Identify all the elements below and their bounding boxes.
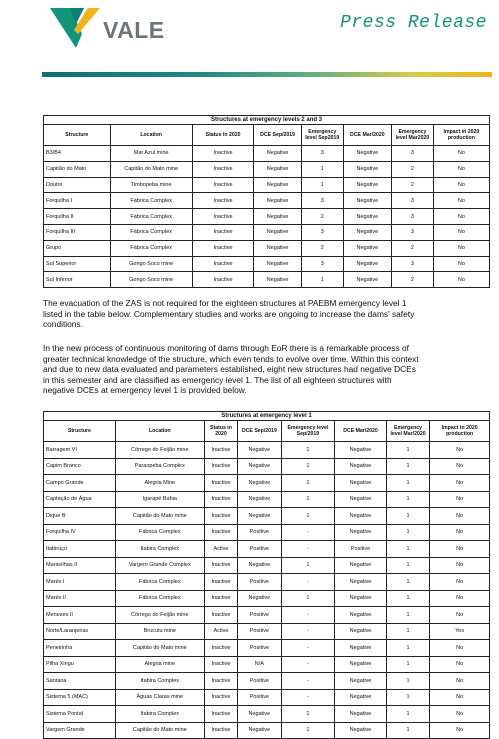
table-cell: 2 xyxy=(392,177,434,193)
table-cell: - xyxy=(281,574,335,591)
table-cell: Negative xyxy=(238,458,281,475)
table-cell: Itabiruçu xyxy=(44,541,116,558)
table-cell: - xyxy=(281,524,335,541)
table-cell: Negative xyxy=(335,442,387,459)
table-cell: Inactive xyxy=(192,224,254,240)
table-row xyxy=(44,491,490,508)
table-cell: Sistema 5 (MAC) xyxy=(44,689,116,706)
vale-logo xyxy=(48,4,163,50)
table-cell: Inactive xyxy=(192,256,254,272)
table-cell: 1 xyxy=(281,458,335,475)
table-cell: Fábrica Complex xyxy=(115,574,204,591)
paragraph-line: negative DCEs at emergency level 1 is provided below. xyxy=(43,385,247,396)
table-cell: Inactive xyxy=(192,272,254,288)
column-header: Structure xyxy=(44,421,116,442)
table-cell: Peneirinha xyxy=(44,640,116,657)
table-cell: Sul Superior xyxy=(44,256,111,272)
table-cell: Negative xyxy=(343,224,391,240)
table-cell: Inactive xyxy=(204,607,237,624)
table-row xyxy=(44,442,490,459)
table-cell: Gongo Soco mine xyxy=(110,256,192,272)
table-cell: Inactive xyxy=(204,590,237,607)
table-cell: Inactive xyxy=(204,574,237,591)
table-cell: Inactive xyxy=(192,177,254,193)
table-row xyxy=(44,146,490,162)
table-cell: 1 xyxy=(386,590,429,607)
table-cell: Negative xyxy=(238,557,281,574)
table-cell: - xyxy=(281,656,335,673)
table-cell: Inactive xyxy=(192,209,254,225)
column-header: DCE Sep/2019 xyxy=(238,421,281,442)
table-cell: - xyxy=(281,541,335,558)
paragraph-line: and due to new data evaluated and parameters established, eight new structures had negative DCEs xyxy=(43,364,416,375)
table-cell: Vargem Grande Complex xyxy=(115,557,204,574)
table-cell: Norte/Laranjeiras xyxy=(44,623,116,640)
table-cell: 1 xyxy=(386,656,429,673)
table-cell: Fábrica Complex xyxy=(110,193,192,209)
table-cell: Santana xyxy=(44,673,116,690)
table-cell: Negative xyxy=(335,623,387,640)
table-cell: Inactive xyxy=(204,706,237,723)
table-cell: Negative xyxy=(335,491,387,508)
table-row xyxy=(44,224,490,240)
table-row xyxy=(44,508,490,525)
table-cell: Negative xyxy=(238,475,281,492)
table-cell: 1 xyxy=(281,491,335,508)
table-cell: Mar Azul mine xyxy=(110,146,192,162)
column-header: Impact to 2020 production xyxy=(430,421,490,442)
table-cell: Positive xyxy=(335,541,387,558)
table-cell: Negative xyxy=(335,475,387,492)
table-cell: Negative xyxy=(254,177,302,193)
table-cell: No xyxy=(430,442,490,459)
table-row xyxy=(44,623,490,640)
table-cell: No xyxy=(430,541,490,558)
table-cell: Sul Inferior xyxy=(44,272,111,288)
table-cell: No xyxy=(430,524,490,541)
table-cell: 3 xyxy=(392,224,434,240)
table-cell: Inactive xyxy=(204,475,237,492)
column-header: Impact in 2020 production xyxy=(433,125,489,146)
table-cell: Positive xyxy=(238,673,281,690)
table-cell: Yes xyxy=(430,623,490,640)
table-cell: Negative xyxy=(238,491,281,508)
emergency-level-1-table xyxy=(43,411,490,739)
table-cell: Timbopeba mine xyxy=(110,177,192,193)
table-cell: 3 xyxy=(392,193,434,209)
paragraph-monitoring-process xyxy=(43,343,490,396)
table-cell: Sistema Pontal xyxy=(44,706,116,723)
table-cell: No xyxy=(430,689,490,706)
column-header: DCE Mar/2020 xyxy=(335,421,387,442)
table-cell: Negative xyxy=(238,722,281,739)
vale-logo-icon xyxy=(48,4,106,50)
table-cell: Positive xyxy=(238,607,281,624)
table-cell: Negative xyxy=(343,272,391,288)
table-cell: 1 xyxy=(386,458,429,475)
table-cell: 1 xyxy=(281,475,335,492)
table-cell: Inactive xyxy=(204,640,237,657)
paragraph-line: in this semester and are classified as emergency level 1. The list of all eighteen structures with xyxy=(43,374,392,385)
table-cell: Fábrica Complex xyxy=(115,590,204,607)
table-cell: 3 xyxy=(301,224,343,240)
column-header: Emergency level Mar/2020 xyxy=(386,421,429,442)
table-cell: - xyxy=(281,640,335,657)
table-cell: Inactive xyxy=(204,524,237,541)
table-cell: Active xyxy=(204,623,237,640)
table-cell: Negative xyxy=(335,590,387,607)
table-cell: Negative xyxy=(343,177,391,193)
table-cell: - xyxy=(281,607,335,624)
table-cell: No xyxy=(433,146,489,162)
table-row xyxy=(44,607,490,624)
table-cell: Positive xyxy=(238,623,281,640)
table-row xyxy=(44,706,490,723)
table-row xyxy=(44,689,490,706)
table-cell: Negative xyxy=(335,656,387,673)
table-cell: Capitão do Mato mine xyxy=(115,722,204,739)
table-cell: Grupo xyxy=(44,240,111,256)
table-row xyxy=(44,161,490,177)
table-cell: Negative xyxy=(254,272,302,288)
column-header: Emergency level Sep2019 xyxy=(301,125,343,146)
table-cell: Dique B xyxy=(44,508,116,525)
table-cell: Negative xyxy=(254,146,302,162)
table-row xyxy=(44,272,490,288)
table-cell: No xyxy=(430,640,490,657)
table-cell: 2 xyxy=(392,240,434,256)
table-cell: Alegria Mine xyxy=(115,475,204,492)
table-cell: 1 xyxy=(281,442,335,459)
table-row xyxy=(44,656,490,673)
table-cell: Forquilha II xyxy=(44,209,111,225)
table-cell: Capitão do Mato mine xyxy=(115,640,204,657)
table-cell: Itabira Complex xyxy=(115,706,204,723)
table-cell: 1 xyxy=(386,491,429,508)
table-cell: Negative xyxy=(335,722,387,739)
table-cell: Inactive xyxy=(192,146,254,162)
table-cell: 1 xyxy=(386,689,429,706)
paragraph-line: conditions. xyxy=(43,319,83,330)
logo-wordmark: VALE xyxy=(103,17,165,43)
table-cell: Negative xyxy=(343,256,391,272)
table-cell: - xyxy=(281,623,335,640)
table-cell: Negative xyxy=(335,640,387,657)
table-cell: Negative xyxy=(343,240,391,256)
table-cell: Gongo Soco mine xyxy=(110,272,192,288)
table-cell: No xyxy=(433,272,489,288)
table-cell: Pilha Xingu xyxy=(44,656,116,673)
table-cell: Inactive xyxy=(204,656,237,673)
table-cell: Negative xyxy=(335,458,387,475)
table-cell: - xyxy=(281,673,335,690)
table-cell: Córrego do Feijão mine xyxy=(115,607,204,624)
table-row xyxy=(44,524,490,541)
table-cell: Inactive xyxy=(204,442,237,459)
table-row xyxy=(44,722,490,739)
table-cell: 1 xyxy=(386,524,429,541)
table-cell: Doutor xyxy=(44,177,111,193)
table-cell: No xyxy=(430,574,490,591)
table-cell: Capim Branco xyxy=(44,458,116,475)
column-header: DCE Sep/2019 xyxy=(254,125,302,146)
table-cell: No xyxy=(430,607,490,624)
table-cell: 3 xyxy=(301,193,343,209)
table-cell: Capitão do Mato mine xyxy=(110,161,192,177)
table-cell: 3 xyxy=(392,256,434,272)
table-cell: 3 xyxy=(392,146,434,162)
table-cell: 1 xyxy=(386,673,429,690)
table-cell: 1 xyxy=(386,640,429,657)
table-cell: 1 xyxy=(301,177,343,193)
table-row xyxy=(44,475,490,492)
press-release-title: Press Release xyxy=(340,13,487,33)
table-cell: Negative xyxy=(254,161,302,177)
table-cell: 3 xyxy=(301,256,343,272)
table-cell: Negative xyxy=(254,193,302,209)
table-cell: Positive xyxy=(238,640,281,657)
header-color-band xyxy=(42,72,492,77)
table-cell: Negative xyxy=(254,209,302,225)
table-cell: Fábrica Complex xyxy=(110,209,192,225)
table-cell: Negative xyxy=(254,224,302,240)
table-cell: Positive xyxy=(238,524,281,541)
table-cell: No xyxy=(433,224,489,240)
table-cell: No xyxy=(430,557,490,574)
table-cell: Negative xyxy=(335,689,387,706)
table-cell: Negative xyxy=(254,256,302,272)
table-cell: No xyxy=(433,161,489,177)
table-cell: Inactive xyxy=(204,458,237,475)
table-cell: No xyxy=(430,458,490,475)
table-row xyxy=(44,256,490,272)
table-cell: Barragem VI xyxy=(44,442,116,459)
table-cell: Negative xyxy=(335,673,387,690)
table-cell: Negative xyxy=(335,557,387,574)
paragraph-line: greater technical knowledge of the structure, which even tends to evolve over time. Within this context xyxy=(43,353,419,364)
table-cell: 1 xyxy=(386,607,429,624)
column-header: Emergency level Mar2020 xyxy=(392,125,434,146)
table-cell: 1 xyxy=(281,706,335,723)
table-cell: No xyxy=(433,193,489,209)
table-cell: Inactive xyxy=(204,491,237,508)
table-cell: Positive xyxy=(238,689,281,706)
table-cell: Inactive xyxy=(204,689,237,706)
paragraph-line: listed in the table below. Complementary studies and works are ongoing to increase the dams' safety xyxy=(43,308,415,319)
table-row xyxy=(44,209,490,225)
table-cell: Inactive xyxy=(204,673,237,690)
table-cell: 3 xyxy=(392,209,434,225)
table-cell: 1 xyxy=(281,508,335,525)
table-cell: 1 xyxy=(386,623,429,640)
table-cell: No xyxy=(430,722,490,739)
table-cell: Alegria mine xyxy=(115,656,204,673)
table-cell: Inactive xyxy=(192,161,254,177)
table-cell: No xyxy=(430,656,490,673)
table-cell: Negative xyxy=(335,706,387,723)
column-header: Status in 2020 xyxy=(192,125,254,146)
table-cell: 1 xyxy=(281,557,335,574)
table-cell: Negative xyxy=(343,161,391,177)
table-cell: Inactive xyxy=(204,557,237,574)
table-cell: Fábrica Complex xyxy=(115,524,204,541)
table-cell: Marés II xyxy=(44,590,116,607)
table-cell: Igarapé Bahia xyxy=(115,491,204,508)
table-cell: 1 xyxy=(281,590,335,607)
table-cell: 2 xyxy=(392,161,434,177)
table-cell: 2 xyxy=(301,240,343,256)
table-cell: Córrego do Feijão mine xyxy=(115,442,204,459)
table-cell: Forquilha III xyxy=(44,224,111,240)
table-cell: 1 xyxy=(386,574,429,591)
emergency-levels-2-3-table xyxy=(43,115,490,288)
table-cell: 1 xyxy=(386,475,429,492)
table-cell: Marés I xyxy=(44,574,116,591)
table-cell: Maravilhas II xyxy=(44,557,116,574)
column-header: DCE Mar/2020 xyxy=(343,125,391,146)
table-cell: No xyxy=(430,491,490,508)
table-cell: Fábrica Complex xyxy=(110,224,192,240)
table-cell: Capitão do Mato mine xyxy=(115,508,204,525)
table-cell: 1 xyxy=(281,722,335,739)
table-cell: Paraopeba Complex xyxy=(115,458,204,475)
table-cell: 1 xyxy=(386,722,429,739)
table-cell: No xyxy=(430,673,490,690)
table-cell: Negative xyxy=(238,706,281,723)
paragraph-zas-evacuation xyxy=(43,298,490,330)
table-cell: - xyxy=(281,689,335,706)
table-cell: Positive xyxy=(238,574,281,591)
table-cell: Fábrica Complex xyxy=(110,240,192,256)
table-cell: Negative xyxy=(343,193,391,209)
table-cell: B3/B4 xyxy=(44,146,111,162)
table-cell: Campo Grande xyxy=(44,475,116,492)
table-cell: No xyxy=(433,177,489,193)
table-row xyxy=(44,193,490,209)
column-header: Structure xyxy=(44,125,111,146)
table-cell: Forquilha IV xyxy=(44,524,116,541)
table-row xyxy=(44,574,490,591)
table-cell: 1 xyxy=(386,508,429,525)
table-cell: 2 xyxy=(301,209,343,225)
table-row xyxy=(44,640,490,657)
table-cell: Itabira Complex xyxy=(115,673,204,690)
table-cell: Negative xyxy=(238,442,281,459)
table-cell: No xyxy=(433,240,489,256)
table-cell: Águas Claras mine xyxy=(115,689,204,706)
table-cell: Negative xyxy=(254,240,302,256)
table-cell: Captação de Água xyxy=(44,491,116,508)
table-cell: Negative xyxy=(335,574,387,591)
table-row xyxy=(44,590,490,607)
table-row xyxy=(44,557,490,574)
table-cell: Inactive xyxy=(204,722,237,739)
table-cell: Menezes II xyxy=(44,607,116,624)
table-cell: Inactive xyxy=(192,240,254,256)
table-row xyxy=(44,541,490,558)
table-cell: Negative xyxy=(238,590,281,607)
table-cell: 3 xyxy=(301,146,343,162)
table-cell: Inactive xyxy=(204,508,237,525)
table-cell: No xyxy=(430,706,490,723)
table-row xyxy=(44,673,490,690)
table-row xyxy=(44,240,490,256)
table-cell: Negative xyxy=(335,607,387,624)
column-header: Location xyxy=(110,125,192,146)
table-cell: No xyxy=(433,209,489,225)
table-cell: 1 xyxy=(386,706,429,723)
table-cell: Itabira Complex xyxy=(115,541,204,558)
table-cell: 2 xyxy=(392,272,434,288)
table-cell: Forquilha I xyxy=(44,193,111,209)
column-header: Status in 2020 xyxy=(204,421,237,442)
table-cell: 1 xyxy=(301,272,343,288)
table-cell: 1 xyxy=(386,442,429,459)
table-cell: Negative xyxy=(343,146,391,162)
table-cell: Active xyxy=(204,541,237,558)
table-cell: 1 xyxy=(301,161,343,177)
table-caption: Structures at emergency levels 2 and 3 xyxy=(44,116,490,125)
paragraph-line: In the new process of continuous monitoring of dams through EoR there is a remarkable process of xyxy=(43,343,409,353)
table-cell: Positive xyxy=(238,541,281,558)
table-cell: 1 xyxy=(386,557,429,574)
table-cell: No xyxy=(430,508,490,525)
table-cell: 1 xyxy=(386,541,429,558)
table-cell: Inactive xyxy=(192,193,254,209)
table-cell: Negative xyxy=(335,524,387,541)
paragraph-line: The evacuation of the ZAS is not required for the eighteen structures at PAEBM emergency level 1 xyxy=(43,298,407,308)
table-cell: Vargem Grande xyxy=(44,722,116,739)
table-row xyxy=(44,177,490,193)
table-cell: Negative xyxy=(238,508,281,525)
table-cell: No xyxy=(433,256,489,272)
table-cell: No xyxy=(430,590,490,607)
table-cell: Brucutu mine xyxy=(115,623,204,640)
table-cell: Negative xyxy=(335,508,387,525)
table-cell: N/A xyxy=(238,656,281,673)
table-cell: Capitão do Mato xyxy=(44,161,111,177)
table-caption: Structures at emergency level 1 xyxy=(44,412,490,421)
table-cell: Negative xyxy=(343,209,391,225)
column-header: Location xyxy=(115,421,204,442)
table-row xyxy=(44,458,490,475)
column-header: Emergency level Sep/2019 xyxy=(281,421,335,442)
table-cell: No xyxy=(430,475,490,492)
